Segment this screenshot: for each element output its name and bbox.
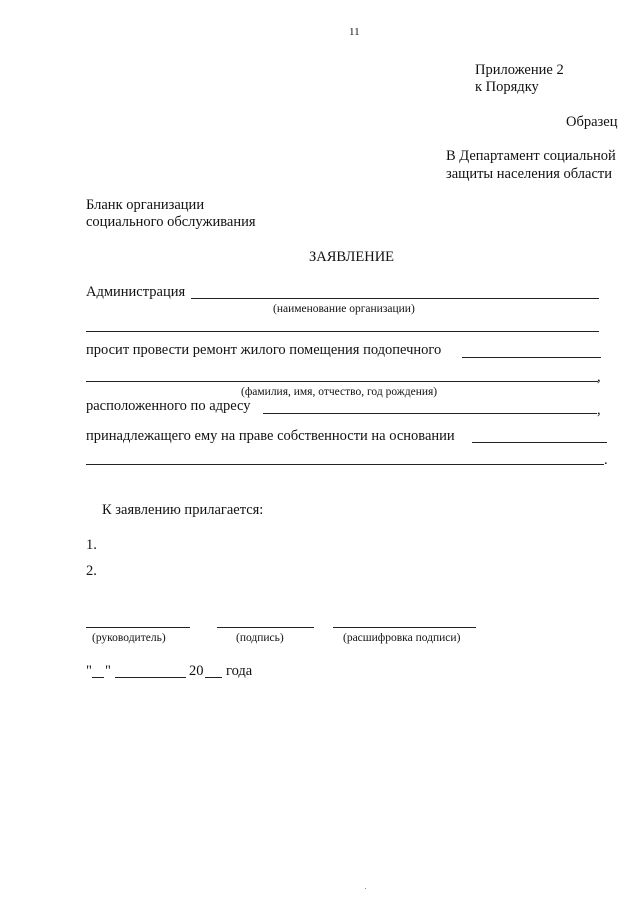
repair-request-text: просит провести ремонт жилого помещения подопечного [86, 342, 442, 358]
addressee-line-2: защиты населения области [446, 166, 612, 182]
ward-details-field[interactable] [86, 381, 598, 382]
ownership-label: принадлежащего ему на праве собственности на основании [86, 428, 455, 444]
signature-decoding-field[interactable] [333, 627, 476, 628]
signature-decoding-hint: (расшифровка подписи) [343, 632, 461, 644]
date-year-prefix: 20 [189, 663, 204, 679]
date-quote-open: " [86, 663, 92, 679]
date-month-field[interactable] [115, 677, 186, 678]
ward-name-field[interactable] [462, 357, 601, 358]
organization-name-hint: (наименование организации) [273, 303, 415, 315]
attachment-item-1: 1. [86, 537, 97, 553]
date-year-suffix: года [226, 663, 253, 679]
ownership-basis-field-continued[interactable] [86, 464, 604, 465]
attachment-item-2: 2. [86, 563, 97, 579]
administration-label: Администрация [86, 284, 186, 300]
addressee-line-1: В Департамент социальной [446, 148, 616, 164]
date-quote-close: " [105, 663, 111, 679]
person-details-hint: (фамилия, имя, отчество, год рождения) [241, 386, 438, 398]
trailing-comma: , [597, 369, 601, 385]
sample-label: Образец [566, 114, 618, 130]
scan-speck [365, 888, 366, 889]
trailing-period: . [604, 452, 608, 468]
appendix-line-1: Приложение 2 [475, 62, 564, 78]
page-number: 11 [349, 26, 360, 38]
attachments-intro: К заявлению прилагается: [102, 502, 264, 518]
head-position-hint: (руководитель) [92, 632, 166, 644]
letterhead-line-2: социального обслуживания [86, 214, 256, 230]
letterhead-line-1: Бланк организации [86, 197, 205, 213]
appendix-line-2: к Порядку [475, 79, 539, 95]
trailing-comma-2: , [597, 402, 601, 418]
signature-field[interactable] [217, 627, 314, 628]
date-year-field[interactable] [205, 677, 222, 678]
organization-name-field[interactable] [191, 298, 599, 299]
address-label: расположенного по адресу [86, 398, 251, 414]
address-field[interactable] [263, 413, 597, 414]
organization-name-field-continued[interactable] [86, 331, 599, 332]
ownership-basis-field[interactable] [472, 442, 607, 443]
head-position-field[interactable] [86, 627, 190, 628]
signature-hint: (подпись) [236, 632, 284, 644]
document-title: ЗАЯВЛЕНИЕ [309, 249, 395, 265]
date-day-field[interactable] [92, 677, 104, 678]
